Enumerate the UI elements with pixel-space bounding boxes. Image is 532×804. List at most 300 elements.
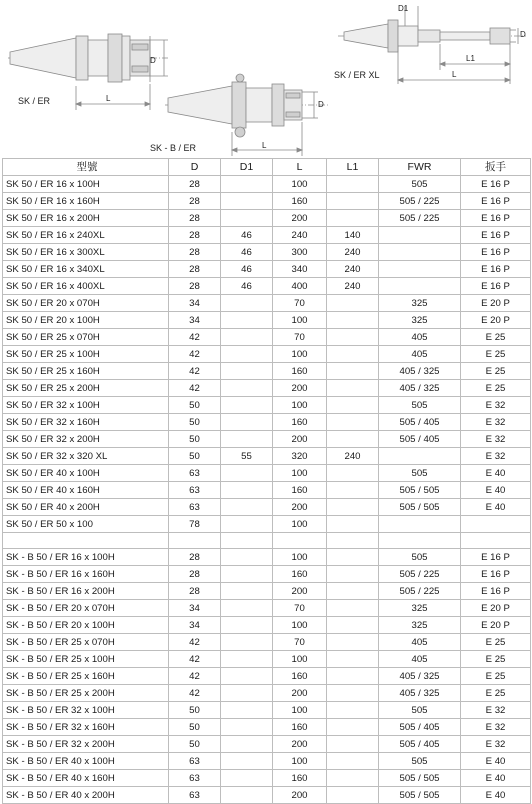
table-row — [3, 465, 531, 482]
fwr-cell: 505 / 505 — [379, 770, 461, 787]
model-cell: SK 50 / ER 16 x 160H — [3, 193, 169, 210]
fwr-cell: 505 / 405 — [379, 431, 461, 448]
table-row — [3, 227, 531, 244]
d-cell: 50 — [169, 719, 221, 736]
l-cell: 100 — [273, 617, 327, 634]
model-cell: SK - B 50 / ER 40 x 100H — [3, 753, 169, 770]
d-cell: 42 — [169, 651, 221, 668]
table-row — [3, 363, 531, 380]
fwr-cell: 505 — [379, 397, 461, 414]
model-cell: SK 50 / ER 25 x 160H — [3, 363, 169, 380]
l1-cell — [327, 583, 379, 600]
l1-cell — [327, 329, 379, 346]
d1-cell — [221, 787, 273, 804]
wrench-cell: E 25 — [461, 380, 531, 397]
l1-cell — [327, 465, 379, 482]
l-cell: 320 — [273, 448, 327, 465]
d-cell: 28 — [169, 227, 221, 244]
d-cell: 42 — [169, 685, 221, 702]
d-cell: 28 — [169, 583, 221, 600]
table-row — [3, 346, 531, 363]
fwr-cell — [379, 244, 461, 261]
d-cell: 50 — [169, 448, 221, 465]
d-cell: 34 — [169, 617, 221, 634]
d1-cell — [221, 210, 273, 227]
d1-cell — [221, 566, 273, 583]
l1-cell — [327, 380, 379, 397]
table-row — [3, 499, 531, 516]
col-header-fwr: FWR — [379, 159, 461, 176]
d1-cell — [221, 414, 273, 431]
model-cell: SK - B 50 / ER 40 x 200H — [3, 787, 169, 804]
wrench-cell: E 40 — [461, 753, 531, 770]
l-cell: 160 — [273, 668, 327, 685]
wrench-cell: E 20 P — [461, 600, 531, 617]
sk-b-er-l-label: L — [262, 141, 267, 150]
table-row — [3, 566, 531, 583]
d-cell: 28 — [169, 261, 221, 278]
table-row — [3, 600, 531, 617]
l-cell: 100 — [273, 312, 327, 329]
d1-cell: 46 — [221, 261, 273, 278]
wrench-cell: E 32 — [461, 702, 531, 719]
table-row — [3, 295, 531, 312]
wrench-cell: E 25 — [461, 346, 531, 363]
d1-cell — [221, 702, 273, 719]
l-cell: 160 — [273, 719, 327, 736]
d-cell: 63 — [169, 787, 221, 804]
table-row — [3, 668, 531, 685]
l-cell: 160 — [273, 770, 327, 787]
wrench-cell: E 25 — [461, 651, 531, 668]
table-row — [3, 753, 531, 770]
technical-drawings — [0, 0, 532, 158]
wrench-cell: E 16 P — [461, 227, 531, 244]
wrench-cell: E 16 P — [461, 210, 531, 227]
wrench-cell: E 16 P — [461, 244, 531, 261]
fwr-cell — [379, 448, 461, 465]
model-cell: SK 50 / ER 32 x 160H — [3, 414, 169, 431]
d-cell: 63 — [169, 482, 221, 499]
l1-cell — [327, 787, 379, 804]
l-cell: 200 — [273, 210, 327, 227]
model-cell: SK 50 / ER 16 x 300XL — [3, 244, 169, 261]
l1-cell — [327, 312, 379, 329]
d1-cell — [221, 312, 273, 329]
d-cell: 50 — [169, 736, 221, 753]
table-row — [3, 634, 531, 651]
l1-cell — [327, 634, 379, 651]
d1-cell — [221, 617, 273, 634]
l1-cell — [327, 617, 379, 634]
l1-cell — [327, 702, 379, 719]
d-cell: 28 — [169, 193, 221, 210]
d1-cell — [221, 753, 273, 770]
l1-cell — [327, 533, 379, 549]
model-cell: SK - B 50 / ER 16 x 160H — [3, 566, 169, 583]
model-cell: SK - B 50 / ER 40 x 160H — [3, 770, 169, 787]
l-cell: 70 — [273, 634, 327, 651]
sk-er-xl-caption: SK / ER XL — [334, 70, 380, 80]
sk-er-caption: SK / ER — [18, 96, 51, 106]
fwr-cell: 505 / 225 — [379, 566, 461, 583]
d1-cell — [221, 193, 273, 210]
wrench-cell: E 32 — [461, 736, 531, 753]
d-cell: 34 — [169, 312, 221, 329]
table-row — [3, 244, 531, 261]
table-row — [3, 210, 531, 227]
l1-cell — [327, 397, 379, 414]
wrench-cell — [461, 516, 531, 533]
table-row — [3, 533, 531, 549]
col-header-d: D — [169, 159, 221, 176]
table-row — [3, 176, 531, 193]
sk-er-l-label: L — [106, 94, 111, 103]
wrench-cell: E 25 — [461, 634, 531, 651]
col-header-d1: D1 — [221, 159, 273, 176]
d-cell: 78 — [169, 516, 221, 533]
model-cell: SK - B 50 / ER 20 x 100H — [3, 617, 169, 634]
fwr-cell: 505 / 405 — [379, 414, 461, 431]
wrench-cell: E 16 P — [461, 566, 531, 583]
l-cell: 100 — [273, 397, 327, 414]
l-cell: 200 — [273, 787, 327, 804]
fwr-cell: 405 / 325 — [379, 685, 461, 702]
fwr-cell: 405 / 325 — [379, 363, 461, 380]
l1-cell — [327, 770, 379, 787]
tool-holder-drawings-svg — [0, 0, 532, 158]
d1-cell — [221, 533, 273, 549]
fwr-cell: 405 — [379, 346, 461, 363]
wrench-cell: E 32 — [461, 414, 531, 431]
model-cell: SK 50 / ER 40 x 160H — [3, 482, 169, 499]
d-cell: 50 — [169, 431, 221, 448]
l-cell: 340 — [273, 261, 327, 278]
table-row — [3, 397, 531, 414]
fwr-cell: 505 — [379, 702, 461, 719]
model-cell: SK 50 / ER 40 x 100H — [3, 465, 169, 482]
d-cell: 28 — [169, 549, 221, 566]
model-cell: SK - B 50 / ER 25 x 200H — [3, 685, 169, 702]
l-cell: 200 — [273, 736, 327, 753]
l-cell: 70 — [273, 329, 327, 346]
wrench-cell: E 40 — [461, 482, 531, 499]
d-cell: 63 — [169, 770, 221, 787]
d-cell: 28 — [169, 244, 221, 261]
table-row — [3, 583, 531, 600]
d1-cell — [221, 516, 273, 533]
model-cell: SK 50 / ER 25 x 200H — [3, 380, 169, 397]
table-body — [3, 176, 531, 804]
model-cell: SK - B 50 / ER 16 x 200H — [3, 583, 169, 600]
model-cell: SK 50 / ER 20 x 100H — [3, 312, 169, 329]
wrench-cell: E 25 — [461, 363, 531, 380]
wrench-cell: E 16 P — [461, 176, 531, 193]
model-cell: SK 50 / ER 25 x 070H — [3, 329, 169, 346]
l-cell: 200 — [273, 380, 327, 397]
l1-cell — [327, 482, 379, 499]
table-row — [3, 278, 531, 295]
l1-cell — [327, 499, 379, 516]
table-row — [3, 193, 531, 210]
model-cell: SK - B 50 / ER 32 x 200H — [3, 736, 169, 753]
fwr-cell: 505 / 505 — [379, 482, 461, 499]
fwr-cell: 325 — [379, 617, 461, 634]
l1-cell — [327, 363, 379, 380]
fwr-cell — [379, 278, 461, 295]
l1-cell — [327, 516, 379, 533]
l1-cell: 240 — [327, 261, 379, 278]
d1-cell — [221, 295, 273, 312]
fwr-cell: 505 / 405 — [379, 736, 461, 753]
fwr-cell: 405 — [379, 634, 461, 651]
spec-table — [2, 158, 531, 804]
table-row — [3, 414, 531, 431]
fwr-cell: 325 — [379, 312, 461, 329]
wrench-cell: E 20 P — [461, 295, 531, 312]
col-header-l1: L1 — [327, 159, 379, 176]
table-row — [3, 685, 531, 702]
model-cell: SK - B 50 / ER 20 x 070H — [3, 600, 169, 617]
l-cell: 200 — [273, 499, 327, 516]
fwr-cell: 505 / 505 — [379, 499, 461, 516]
fwr-cell: 405 — [379, 651, 461, 668]
l-cell: 100 — [273, 549, 327, 566]
d1-cell — [221, 549, 273, 566]
d1-cell — [221, 583, 273, 600]
d1-cell — [221, 685, 273, 702]
table-row — [3, 719, 531, 736]
model-cell: SK 50 / ER 25 x 100H — [3, 346, 169, 363]
l-cell: 100 — [273, 651, 327, 668]
table-row — [3, 431, 531, 448]
fwr-cell: 405 — [379, 329, 461, 346]
sk-er-xl-d1-label: D1 — [398, 4, 409, 13]
sk-er-xl-d-label: D — [520, 30, 526, 39]
d-cell: 28 — [169, 176, 221, 193]
model-cell — [3, 533, 169, 549]
table-row — [3, 549, 531, 566]
d-cell: 34 — [169, 295, 221, 312]
l1-cell — [327, 414, 379, 431]
fwr-cell — [379, 227, 461, 244]
l1-cell — [327, 346, 379, 363]
l1-cell — [327, 736, 379, 753]
l1-cell — [327, 549, 379, 566]
col-header-model: 型號 — [3, 159, 169, 176]
wrench-cell: E 25 — [461, 668, 531, 685]
wrench-cell: E 20 P — [461, 617, 531, 634]
l-cell: 400 — [273, 278, 327, 295]
l1-cell: 240 — [327, 448, 379, 465]
l-cell: 160 — [273, 414, 327, 431]
l1-cell — [327, 210, 379, 227]
d1-cell — [221, 346, 273, 363]
model-cell: SK 50 / ER 32 x 320 XL — [3, 448, 169, 465]
l1-cell — [327, 176, 379, 193]
l-cell — [273, 533, 327, 549]
l1-cell — [327, 668, 379, 685]
d-cell: 28 — [169, 278, 221, 295]
model-cell: SK 50 / ER 16 x 200H — [3, 210, 169, 227]
l-cell: 70 — [273, 295, 327, 312]
d1-cell — [221, 363, 273, 380]
d-cell: 63 — [169, 753, 221, 770]
sk-er-xl-l1-label: L1 — [466, 54, 475, 63]
d1-cell — [221, 482, 273, 499]
model-cell: SK 50 / ER 20 x 070H — [3, 295, 169, 312]
model-cell: SK 50 / ER 16 x 240XL — [3, 227, 169, 244]
d-cell: 63 — [169, 465, 221, 482]
d1-cell — [221, 719, 273, 736]
fwr-cell: 505 — [379, 753, 461, 770]
l1-cell: 240 — [327, 244, 379, 261]
d1-cell — [221, 499, 273, 516]
l1-cell: 140 — [327, 227, 379, 244]
model-cell: SK - B 50 / ER 32 x 100H — [3, 702, 169, 719]
d-cell — [169, 533, 221, 549]
l1-cell — [327, 431, 379, 448]
wrench-cell: E 16 P — [461, 278, 531, 295]
wrench-cell: E 32 — [461, 719, 531, 736]
model-cell: SK 50 / ER 16 x 400XL — [3, 278, 169, 295]
d1-cell — [221, 651, 273, 668]
l1-cell — [327, 685, 379, 702]
sk-er-xl-l-label: L — [452, 70, 457, 79]
wrench-cell — [461, 533, 531, 549]
table-row — [3, 312, 531, 329]
fwr-cell: 325 — [379, 295, 461, 312]
l1-cell — [327, 600, 379, 617]
d-cell: 28 — [169, 210, 221, 227]
d1-cell — [221, 465, 273, 482]
wrench-cell: E 40 — [461, 499, 531, 516]
l-cell: 300 — [273, 244, 327, 261]
col-header-l: L — [273, 159, 327, 176]
table-row — [3, 380, 531, 397]
d-cell: 42 — [169, 668, 221, 685]
wrench-cell: E 32 — [461, 397, 531, 414]
d-cell: 50 — [169, 414, 221, 431]
d1-cell — [221, 329, 273, 346]
model-cell: SK 50 / ER 16 x 340XL — [3, 261, 169, 278]
d1-cell: 46 — [221, 244, 273, 261]
fwr-cell — [379, 516, 461, 533]
sk-er-d-label: D — [150, 56, 156, 65]
d-cell: 34 — [169, 600, 221, 617]
d1-cell: 46 — [221, 227, 273, 244]
model-cell: SK 50 / ER 32 x 100H — [3, 397, 169, 414]
wrench-cell: E 25 — [461, 329, 531, 346]
d1-cell — [221, 736, 273, 753]
d-cell: 50 — [169, 702, 221, 719]
l-cell: 70 — [273, 600, 327, 617]
l-cell: 200 — [273, 583, 327, 600]
model-cell: SK - B 50 / ER 25 x 070H — [3, 634, 169, 651]
d1-cell — [221, 176, 273, 193]
l-cell: 160 — [273, 363, 327, 380]
l-cell: 240 — [273, 227, 327, 244]
fwr-cell: 505 / 505 — [379, 787, 461, 804]
l-cell: 100 — [273, 346, 327, 363]
d1-cell — [221, 397, 273, 414]
d-cell: 63 — [169, 499, 221, 516]
fwr-cell: 505 — [379, 465, 461, 482]
l1-cell — [327, 753, 379, 770]
d-cell: 42 — [169, 329, 221, 346]
header-row — [3, 159, 531, 176]
d-cell: 42 — [169, 380, 221, 397]
d-cell: 50 — [169, 397, 221, 414]
fwr-cell — [379, 533, 461, 549]
l-cell: 160 — [273, 193, 327, 210]
table-row — [3, 736, 531, 753]
table-row — [3, 482, 531, 499]
wrench-cell: E 40 — [461, 770, 531, 787]
d-cell: 28 — [169, 566, 221, 583]
col-header-wrench: 扳手 — [461, 159, 531, 176]
model-cell: SK - B 50 / ER 25 x 100H — [3, 651, 169, 668]
l1-cell — [327, 719, 379, 736]
fwr-cell: 325 — [379, 600, 461, 617]
model-cell: SK - B 50 / ER 32 x 160H — [3, 719, 169, 736]
table-row — [3, 329, 531, 346]
d-cell: 42 — [169, 363, 221, 380]
sk-b-er-d-label: D — [318, 100, 324, 109]
table-row — [3, 448, 531, 465]
d1-cell — [221, 770, 273, 787]
wrench-cell: E 16 P — [461, 549, 531, 566]
model-cell: SK 50 / ER 40 x 200H — [3, 499, 169, 516]
d1-cell — [221, 668, 273, 685]
l1-cell: 240 — [327, 278, 379, 295]
d1-cell: 46 — [221, 278, 273, 295]
wrench-cell: E 16 P — [461, 261, 531, 278]
table-row — [3, 261, 531, 278]
l-cell: 100 — [273, 516, 327, 533]
wrench-cell: E 40 — [461, 787, 531, 804]
wrench-cell: E 32 — [461, 431, 531, 448]
fwr-cell: 505 — [379, 176, 461, 193]
sk-b-er-caption: SK - B / ER — [150, 143, 197, 153]
l-cell: 100 — [273, 702, 327, 719]
table-row — [3, 651, 531, 668]
l1-cell — [327, 193, 379, 210]
model-cell: SK - B 50 / ER 16 x 100H — [3, 549, 169, 566]
wrench-cell: E 16 P — [461, 583, 531, 600]
l-cell: 100 — [273, 465, 327, 482]
d-cell: 42 — [169, 346, 221, 363]
l1-cell — [327, 651, 379, 668]
l1-cell — [327, 295, 379, 312]
fwr-cell: 505 / 225 — [379, 193, 461, 210]
l-cell: 100 — [273, 753, 327, 770]
table-row — [3, 617, 531, 634]
l-cell: 200 — [273, 685, 327, 702]
wrench-cell: E 32 — [461, 448, 531, 465]
model-cell: SK 50 / ER 16 x 100H — [3, 176, 169, 193]
d1-cell — [221, 380, 273, 397]
wrench-cell: E 16 P — [461, 193, 531, 210]
fwr-cell: 505 / 225 — [379, 210, 461, 227]
wrench-cell: E 40 — [461, 465, 531, 482]
l1-cell — [327, 566, 379, 583]
model-cell: SK 50 / ER 50 x 100 — [3, 516, 169, 533]
l-cell: 200 — [273, 431, 327, 448]
model-cell: SK 50 / ER 32 x 200H — [3, 431, 169, 448]
fwr-cell: 405 / 325 — [379, 380, 461, 397]
fwr-cell: 505 — [379, 549, 461, 566]
